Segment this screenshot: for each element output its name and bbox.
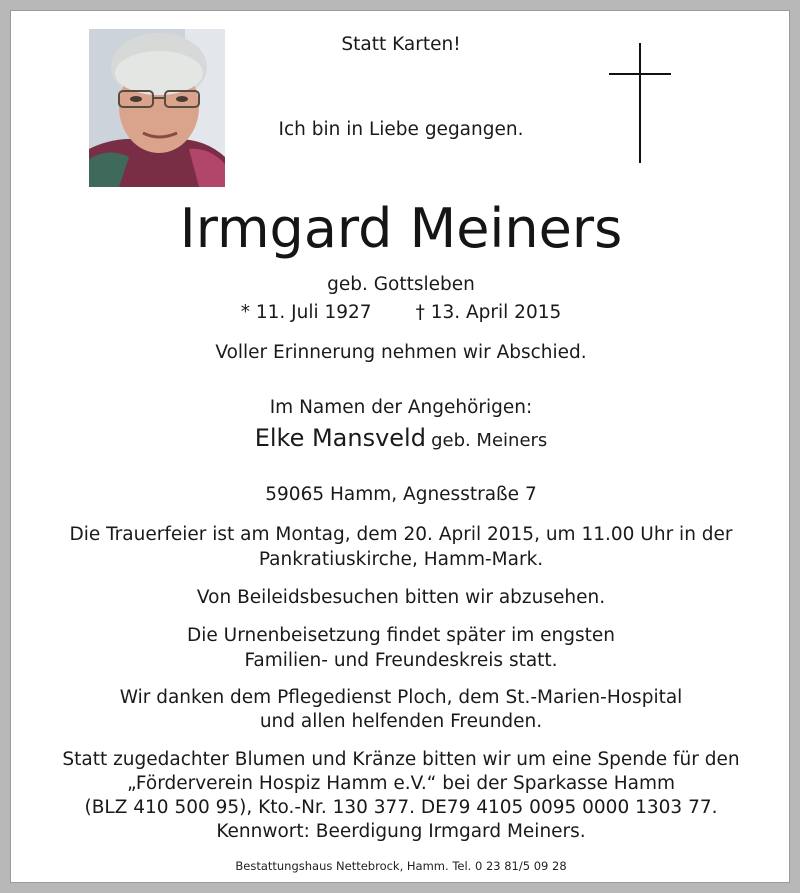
thanks-line-1: Wir danken dem Pflegedienst Ploch, dem St.-Marien-Hospital (119, 687, 683, 708)
mourner-address: 59065 Hamm, Agnesstraße 7 (265, 484, 537, 505)
funeral-home-footer: Bestattungshaus Nettebrock, Hamm. Tel. 0 23 81/5 09 28 (235, 859, 567, 873)
farewell-text: Voller Erinnerung nehmen wir Abschied. (215, 342, 587, 363)
mourner-birth-name: geb. Meiners (431, 430, 548, 451)
funeral-line-2: Pankratiuskirche, Hamm-Mark. (258, 549, 544, 570)
statt-karten-text: Statt Karten! (341, 34, 461, 55)
funeral-line-1: Die Trauerfeier ist am Montag, dem 20. April 2015, um 11.00 Uhr in der (69, 524, 733, 545)
obituary-notice (10, 10, 790, 883)
mourners-intro: Im Namen der Angehörigen: (269, 397, 533, 418)
donation-line-2: „Förderverein Hospiz Hamm e.V.“ bei der Sparkasse Hamm (126, 773, 676, 794)
quote-text: Ich bin in Liebe gegangen. (278, 119, 524, 140)
life-dates (11, 301, 791, 325)
donation-line-4: Kennwort: Beerdigung Irmgard Meiners. (216, 821, 586, 842)
urn-line-1: Die Urnenbeisetzung findet später im engsten (187, 625, 615, 646)
mourner-line (11, 424, 791, 452)
urn-line-2: Familien- und Freundeskreis statt. (244, 650, 558, 671)
birth-name: geb. Gottsleben (327, 274, 475, 295)
death-date: † 13. April 2015 (415, 302, 562, 323)
mourner-name: Elke Mansveld (254, 424, 426, 452)
thanks-line-2: und allen helfenden Freunden. (259, 711, 543, 732)
donation-line-3: (BLZ 410 500 95), Kto.-Nr. 130 377. DE79 4105 0095 0000 1303 77. (84, 797, 718, 818)
cross-icon (609, 43, 671, 163)
deceased-name: Irmgard Meiners (179, 197, 623, 260)
donation-line-1: Statt zugedachter Blumen und Kränze bitten wir um eine Spende für den (62, 749, 740, 770)
birth-date: * 11. Juli 1927 (240, 302, 372, 323)
condolence-note: Von Beileidsbesuchen bitten wir abzusehen. (196, 587, 606, 608)
